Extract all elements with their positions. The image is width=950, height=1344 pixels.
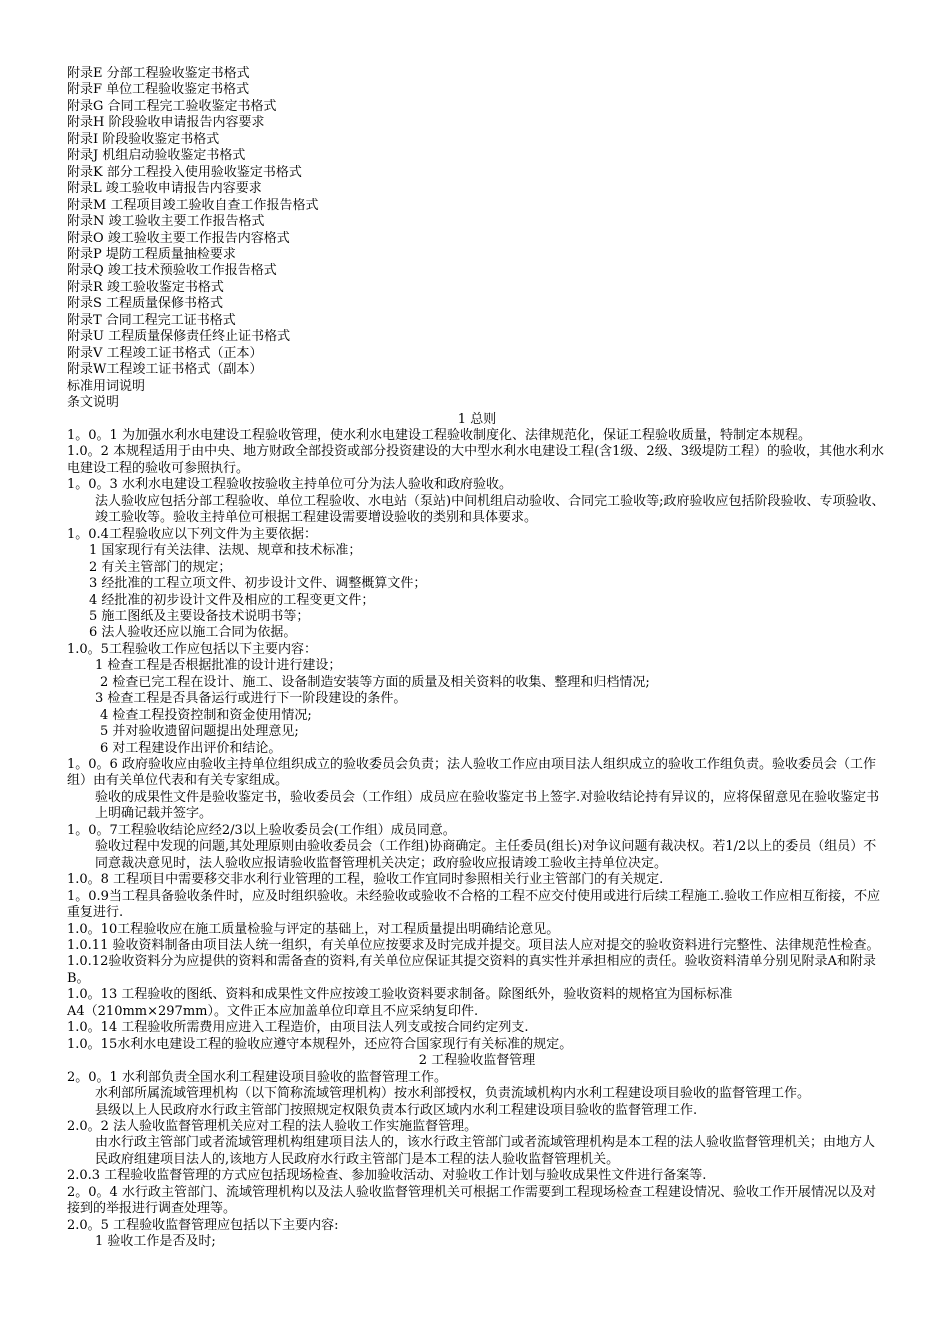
clause-1-0-6-paragraph: 验收的成果性文件是验收鉴定书，验收委员会（工作组）成员应在验收鉴定书上签字.对验收结论持有异议的，应将保留意见在验收鉴定书上明确记载并签字。 <box>95 789 880 822</box>
appendix-item: 附录T 合同工程完工证书格式 <box>67 312 236 328</box>
appendix-item: 附录M 工程项目竣工验收自查工作报告格式 <box>67 197 319 213</box>
clause-2-0-1-paragraph: 县级以上人民政府水行政主管部门按照规定权限负责本行政区域内水利工程建设项目验收的监督管理工作. <box>95 1102 698 1118</box>
appendix-item: 附录P 堤防工程质量抽检要求 <box>67 246 236 262</box>
appendix-item: 附录N 竣工验收主要工作报告格式 <box>67 214 265 230</box>
clause-1-0-2: 1.0。2 本规程适用于由中央、地方财政全部投资或部分投资建设的大中型水利水电建设工程(含1级、2级、3级堤防工程）的验收，其他水利水电建设工程的验收可参照执行。 <box>67 444 884 476</box>
clause-1-0-12: 1.0.12验收资料分为应提供的资料和需备查的资料,有关单位应保证其提交资料的真实性并承担相应的责任。验收资料清单分别见附录A和附录B。 <box>67 954 876 986</box>
standard-terms-entry: 标准用词说明 <box>67 378 146 394</box>
clause-2-0-4: 2。0。4 水行政主管部门、流域管理机构以及法人验收监督管理机关可根据工作需要到工程现场检查工程建设情况、验收工作开展情况以及对接到的举报进行调查处理等。 <box>67 1184 876 1217</box>
clause-1-0-10: 1.0。10工程验收应在施工质量检验与评定的基础上，对工程质量提出明确结论意见。 <box>67 921 560 937</box>
appendix-item: 附录G 合同工程完工验收鉴定书格式 <box>67 98 277 114</box>
appendix-item: 附录K 部分工程投入使用验收鉴定书格式 <box>67 164 302 180</box>
clause-2-0-2: 2.0。2 法人验收监督管理机关应对工程的法人验收工作实施监督管理。 <box>67 1119 478 1134</box>
section-heading: 2 工程验收监督管理 <box>418 1053 536 1069</box>
clause-1-0-4: 1。0.4工程验收应以下列文件为主要依据： <box>67 526 317 542</box>
appendix-item: 附录H 阶段验收申请报告内容要求 <box>67 115 265 131</box>
clause-1-0-14: 1.0。14 工程验收所需费用应进入工程造价，由项目法人列支或按合同约定列支. <box>67 1020 529 1036</box>
clause-1-0-4-item: 1 国家现行有关法律、法规、规章和技术标准； <box>89 543 362 559</box>
clause-1-0-4-item: 6 法人验收还应以施工合同为依据。 <box>89 625 297 641</box>
clause-1-0-1: 1。0。1 为加强水利水电建设工程验收管理，使水利水电建设工程验收制度化、法律规范化，保证工程验收质量，特制定本规程。 <box>67 427 811 443</box>
appendix-item: 附录W工程竣工证书格式（副本） <box>67 362 263 378</box>
clause-2-0-2-paragraph: 由水行政主管部门或者流域管理机构组建项目法人的，该水行政主管部门或者流域管理机构是本工程的法人验收监督管理机关；由地方人民政府组建项目法人的,该地方人民政府水行政主管部门是本工程的法人验收监督管理机关。 <box>95 1135 876 1167</box>
clause-1-0-4-item: 4 经批准的初步设计文件及相应的工程变更文件； <box>89 592 375 608</box>
appendix-item: 附录I 阶段验收鉴定书格式 <box>67 131 220 147</box>
appendix-item: 附录L 竣工验收申请报告内容要求 <box>67 181 262 197</box>
clause-1-0-5-item: 1 检查工程是否根据批准的设计进行建设； <box>95 658 342 674</box>
appendix-item: 附录V 工程竣工证书格式（正本） <box>67 345 263 361</box>
clause-1-0-5: 1.0。5工程验收工作应包括以下主要内容： <box>67 641 317 657</box>
clause-2-0-1: 2。0。1 水利部负责全国水利工程建设项目验收的监督管理工作。 <box>67 1069 447 1085</box>
clause-2-0-1-paragraph: 水利部所属流域管理机构（以下简称流域管理机构）按水利部授权，负责流域机构内水利工程建设项目验收的监督管理工作。 <box>95 1086 811 1102</box>
appendix-item: 附录F 单位工程验收鉴定书格式 <box>67 82 250 98</box>
appendix-item: 附录U 工程质量保修责任终止证书格式 <box>67 329 291 345</box>
clause-1-0-5-item: 6 对工程建设作出评价和结论。 <box>100 740 282 756</box>
clause-1-0-6: 1。0。6 政府验收应由验收主持单位组织成立的验收委员会负责；法人验收工作应由项目法人组织成立的验收工作组负责。验收委员会（工作组）由有关单位代表和有关专家组成。 <box>67 757 876 789</box>
section-heading: 1 总则 <box>457 411 497 427</box>
appendix-item: 附录J 机组启动验收鉴定书格式 <box>67 148 246 164</box>
clause-2-0-5-item: 1 验收工作是否及时; <box>95 1234 216 1250</box>
clause-1-0-3-paragraph: 法人验收应包括分部工程验收、单位工程验收、水电站（泵站)中间机组启动验收、合同完工验收等;政府验收应包括阶段验收、专项验收、竣工验收等。验收主持单位可根据工程建设需要增设验收的类别和具体要求。 <box>95 493 885 526</box>
clause-1-0-3: 1。0。3 水利水电建设工程验收按验收主持单位可分为法人验收和政府验收。 <box>67 477 512 493</box>
appendix-item: 附录S 工程质量保修书格式 <box>67 296 224 312</box>
appendix-item: 附录R 竣工验收鉴定书格式 <box>67 279 224 295</box>
clause-1-0-4-item: 2 有关主管部门的规定； <box>89 559 232 575</box>
clause-1-0-15: 1.0。15水利水电建设工程的验收应遵守本规程外，还应符合国家现行有关标准的规定。 <box>67 1036 573 1052</box>
clause-2-0-5: 2.0。5 工程验收监督管理应包括以下主要内容: <box>67 1217 339 1233</box>
clause-1-0-7: 1。0。7工程验收结论应经2/3以上验收委员会(工作组）成员同意。 <box>67 822 456 838</box>
clause-1-0-4-item: 3 经批准的工程立项文件、初步设计文件、调整概算文件； <box>89 576 427 592</box>
appendix-item: 附录E 分部工程验收鉴定书格式 <box>67 66 250 81</box>
clause-1-0-4-item: 5 施工图纸及主要设备技术说明书等； <box>89 608 310 624</box>
document-page <box>67 66 887 1251</box>
clause-1-0-9: 1。0.9当工程具备验收条件时，应及时组织验收。未经验收或验收不合格的工程不应交付使用或进行后续工程施工.验收工作应相互衔接，不应重复进行. <box>67 888 881 921</box>
clause-1-0-13-continued: A4（210mm×297mm）。文件正本应加盖单位印章且不应采纳复印件. <box>67 1003 479 1019</box>
clause-1-0-7-paragraph: 验收过程中发现的问题,其处理原则由验收委员会（工作组)协商确定。主任委员(组长)对争议问题有裁决权。若1/2以上的委员（组员）不同意裁决意见时，法人验收应报请验收监督管理机关决定；政府验收应报请竣工验收主持单位决定。 <box>95 839 877 871</box>
clause-1-0-5-item: 5 并对验收遗留问题提出处理意见; <box>100 724 299 740</box>
clause-1-0-8: 1.0。8 工程项目中需要移交非水利行业管理的工程，验收工作宜同时参照相关行业主管部门的有关规定. <box>67 872 664 888</box>
clause-1-0-13: 1.0。13 工程验收的图纸、资料和成果性文件应按竣工验收资料要求制备。除图纸外，验收资料的规格宜为国标标准 <box>67 987 733 1003</box>
provision-explanation-entry: 条文说明 <box>67 395 120 411</box>
appendix-item: 附录Q 竣工技术预验收工作报告格式 <box>67 263 277 279</box>
clause-1-0-5-item: 4 检查工程投资控制和资金使用情况; <box>100 707 312 723</box>
clause-1-0-5-item: 3 检查工程是否具备运行或进行下一阶段建设的条件。 <box>95 691 407 707</box>
clause-1-0-11: 1.0.11 验收资料制备由项目法人统一组织，有关单位应按要求及时完成并提交。项目法人应对提交的验收资料进行完整性、法律规范性检查。 <box>67 938 880 954</box>
clause-1-0-5-item: 2 检查已完工程在设计、施工、设备制造安装等方面的质量及相关资料的收集、整理和归档情况; <box>100 674 650 690</box>
appendix-item: 附录O 竣工验收主要工作报告内容格式 <box>67 230 290 246</box>
appendix-list <box>67 66 887 412</box>
clause-2-0-3: 2.0.3 工程验收监督管理的方式应包括现场检查、参加验收活动、对验收工作计划与验收成果性文件进行备案等. <box>67 1168 707 1184</box>
section-supervision <box>67 1053 887 1250</box>
section-general <box>67 412 887 1054</box>
